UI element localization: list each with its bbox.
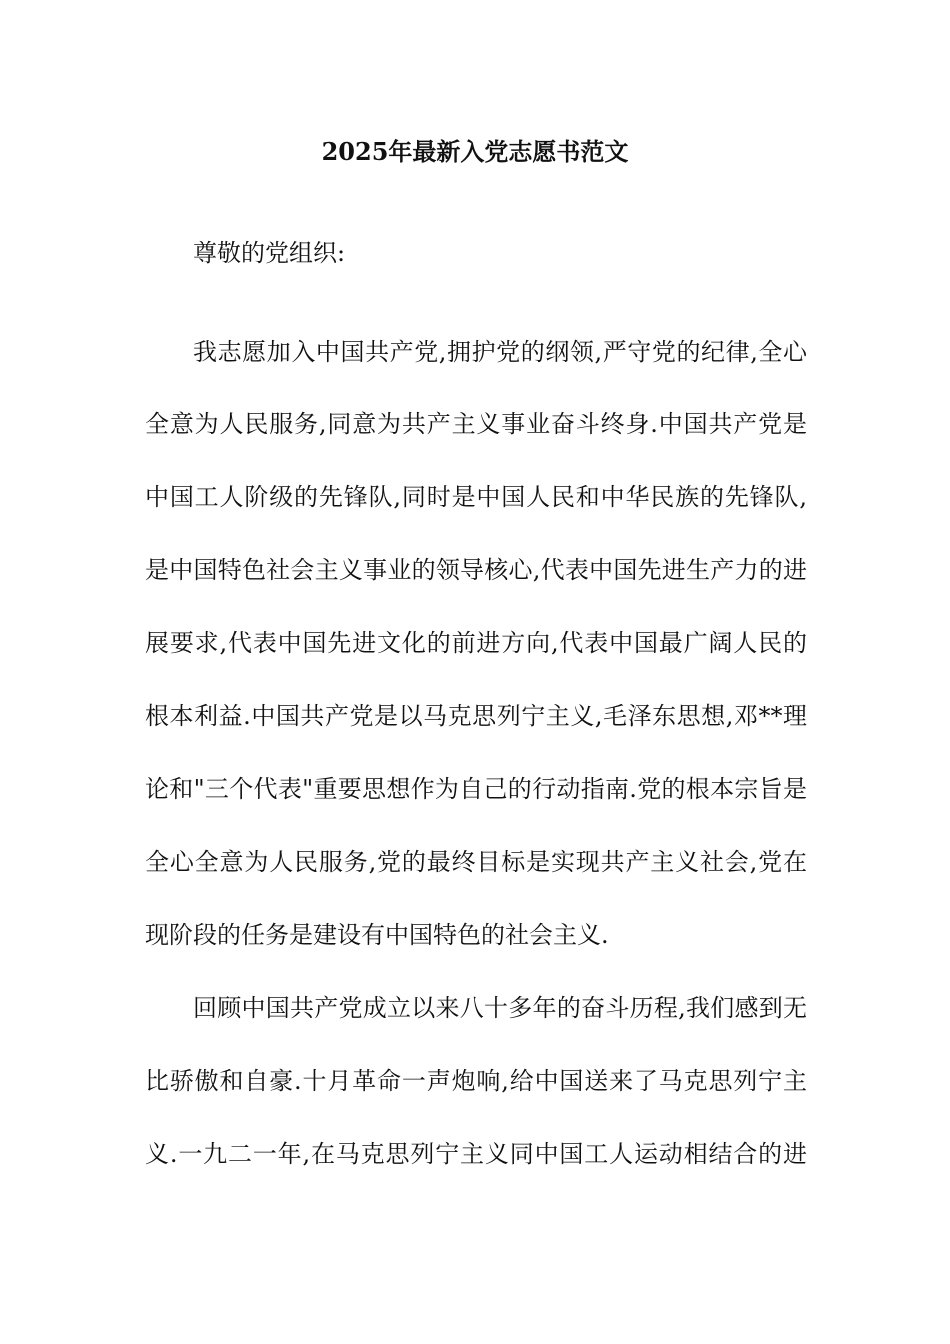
body-line: 比骄傲和自豪.十月革命一声炮响,给中国送来了马克思列宁主: [145, 1067, 807, 1095]
body-line: 是中国特色社会主义事业的领导核心,代表中国先进生产力的进: [145, 556, 807, 584]
body-line: 全心全意为人民服务,党的最终目标是实现共产主义社会,党在: [145, 848, 807, 876]
body-line: 根本利益.中国共产党是以马克思列宁主义,毛泽东思想,邓**理: [145, 702, 807, 730]
body-line: 现阶段的任务是建设有中国特色的社会主义.: [145, 921, 609, 949]
salutation: 尊敬的党组织:: [193, 239, 346, 267]
body-line: 我志愿加入中国共产党,拥护党的纲领,严守党的纪律,全心: [193, 338, 807, 366]
document-title: 2025年最新入党志愿书范文: [321, 137, 629, 166]
body-line: 中国工人阶级的先锋队,同时是中国人民和中华民族的先锋队,: [145, 483, 807, 511]
body-line: 回顾中国共产党成立以来八十多年的奋斗历程,我们感到无: [193, 994, 807, 1022]
body-line: 全意为人民服务,同意为共产主义事业奋斗终身.中国共产党是: [145, 410, 807, 438]
body-line: 论和"三个代表"重要思想作为自己的行动指南.党的根本宗旨是: [145, 775, 807, 803]
body-line: 义.一九二一年,在马克思列宁主义同中国工人运动相结合的进: [145, 1140, 807, 1168]
body-line: 展要求,代表中国先进文化的前进方向,代表中国最广阔人民的: [145, 629, 807, 657]
